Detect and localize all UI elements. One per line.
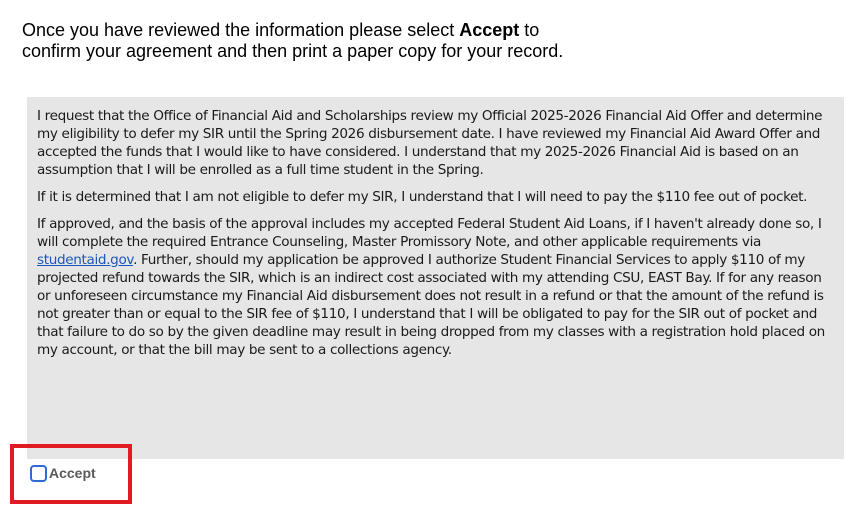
instructions-text	[22, 20, 842, 62]
agreement-panel	[27, 97, 844, 459]
agreement-paragraph-3-pre: If approved, and the basis of the approval includes my accepted Federal Student Aid Loans, if I haven't already done so, I will complete the required Entrance Counseling, Master Promissory Note, and other applicable requirements via	[37, 216, 822, 250]
agreement-paragraph-3	[37, 215, 834, 359]
accept-checkbox[interactable]	[30, 465, 47, 482]
instructions-line-1-pre: Once you have reviewed the information please select	[22, 20, 460, 40]
agreement-paragraph-2: If it is determined that I am not eligible to defer my SIR, I understand that I will need to pay the $110 fee out of pocket.	[37, 189, 808, 205]
instructions-accept-emphasis: Accept	[459, 20, 520, 40]
agreement-paragraph-1: I request that the Office of Financial Aid and Scholarships review my Official 2025-2026 Financial Aid Offer and determine my eligibility to defer my SIR until the Spring 2026 disbursement date. I have reviewed my Financial Aid Award Offer and accepted the funds that I would like to have considered. I understand that my 2025-2026 Financial Aid is based on an assumption that I will be enrolled as a full time student in the Spring.	[37, 108, 823, 178]
instructions-line-2: confirm your agreement and then print a paper copy for your record.	[22, 41, 564, 61]
accept-control[interactable]	[30, 461, 96, 485]
instructions-line-1-post: to	[519, 20, 540, 40]
studentaid-link[interactable]: studentaid.gov	[37, 252, 134, 268]
accept-label[interactable]: Accept	[49, 465, 96, 481]
instructions-line-1	[22, 20, 842, 41]
agreement-paragraph-3-post: . Further, should my application be approved I authorize Student Financial Services to apply $110 of my projected refund towards the SIR, which is an indirect cost associated with my attending CSU, EAST Bay. If for any reason or unforeseen circumstance my Financial Aid disbursement does not result in a refund or that the amount of the refund is not greater than or equal to the SIR fee of $110, I understand that I will be obligated to pay for the SIR out of pocket and that failure to do so by the given deadline may result in being dropped from my classes with a registration hold placed on my account, or that the bill may be sent to a collections agency.	[37, 252, 825, 358]
